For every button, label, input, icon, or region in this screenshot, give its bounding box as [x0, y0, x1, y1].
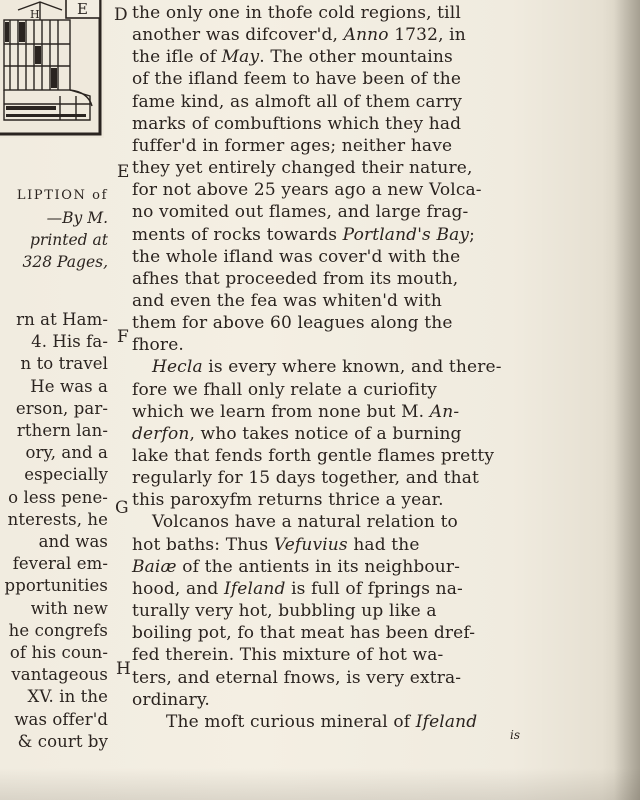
text-run: had the [347, 534, 420, 555]
bleed-through-text [2, 278, 102, 291]
italic-text: derfon [132, 423, 190, 444]
italic-text: An- [429, 401, 460, 422]
text-run: 1732, in [388, 25, 466, 46]
text-run: hood, and [132, 578, 224, 599]
italic-text: Baiæ [132, 556, 177, 577]
italic-text: Anno [343, 25, 389, 46]
text-run: and even the fea was whiten'd with [132, 290, 443, 311]
text-line [132, 3, 461, 23]
text-run: they yet entirely changed their nature, [132, 158, 473, 179]
left-column-line: with new [30, 598, 108, 618]
text-line [132, 623, 475, 643]
text-run: fed therein. This mixture of hot wa- [132, 645, 444, 666]
italic-text: May [221, 47, 260, 68]
left-column-line: ory, and a [25, 443, 108, 463]
left-column-line: & court by [17, 731, 108, 751]
text-run: the ifle of [132, 47, 222, 68]
text-run: this paroxyfm returns thrice a year. [132, 490, 444, 511]
text-line [132, 92, 462, 112]
text-line [132, 335, 184, 355]
left-column-line: nterests, he [7, 509, 108, 529]
italic-text: Ifeland [415, 711, 478, 732]
text-run: . The other mountains [259, 47, 453, 68]
text-run: them for above 60 leagues along the [132, 313, 453, 334]
text-line [132, 402, 459, 422]
text-line [152, 512, 458, 532]
left-heading-line: 328 Pages, [22, 253, 108, 271]
text-run: fhore. [132, 335, 184, 356]
text-run: the whole ifland was cover'd with the [132, 246, 461, 267]
italic-text: Hecla [152, 357, 203, 378]
text-run: fame kind, as almoft all of them carry [132, 91, 463, 112]
text-run: hot baths: Thus [132, 534, 274, 555]
section-marker: F [117, 327, 129, 347]
text-line [132, 269, 458, 289]
text-run: ; [469, 224, 476, 245]
text-run: fore we fhall only relate a curiofity [132, 379, 437, 400]
text-run: ments of rocks towards [132, 224, 343, 245]
italic-text: Portland's Bay [342, 224, 470, 245]
text-line [132, 601, 437, 621]
left-column-line: He was a [30, 376, 108, 396]
svg-text:H: H [30, 8, 40, 21]
left-column-line: vantageous [11, 665, 108, 685]
left-cropped-column [0, 0, 112, 800]
left-column-line: feveral em- [12, 554, 108, 574]
text-run: , who takes notice of a burning [189, 423, 462, 444]
left-column-line: rn at Ham- [16, 310, 108, 329]
left-column-line: XV. in the [27, 687, 108, 707]
text-run: of the antients in its neighbour- [176, 556, 461, 577]
left-column-line: 4. His fa- [31, 332, 108, 352]
text-run: another was difcover'd, [132, 25, 344, 46]
italic-text: Vefuvius [273, 534, 348, 555]
text-run: marks of combuftions which they had [132, 113, 462, 134]
text-line [132, 291, 442, 311]
text-run: is every where known, and there- [202, 357, 502, 378]
text-line [132, 114, 461, 134]
text-line [132, 380, 437, 400]
text-run: for not above 25 years ago a new Volca- [132, 180, 482, 201]
text-line [152, 357, 502, 377]
text-line [132, 158, 473, 178]
text-line [132, 202, 468, 222]
text-run: regularly for 15 days together, and that [132, 468, 480, 489]
section-marker: H [116, 659, 131, 679]
text-run: turally very hot, bubbling up like a [132, 601, 437, 622]
left-column-line: rthern lan- [16, 421, 108, 440]
text-run: lake that fends forth gentle flames pretty [132, 446, 495, 466]
text-run: is full of fprings na- [285, 578, 463, 599]
text-line [132, 468, 479, 488]
text-line [132, 225, 475, 245]
left-heading-line: printed at [30, 231, 108, 249]
left-column-line: and was [38, 532, 108, 551]
text-run: fuffer'd in former ages; neither have [132, 135, 453, 156]
text-run: of the ifland feem to have been of the [132, 69, 462, 90]
text-line [132, 313, 453, 333]
left-column-line: was offer'd [14, 709, 108, 729]
text-line [132, 557, 460, 577]
text-line [132, 446, 494, 466]
text-line [132, 25, 466, 45]
section-marker: E [117, 162, 130, 182]
left-column-line: he congrefs [8, 620, 108, 640]
left-column-line: of his coun- [9, 643, 108, 662]
section-marker: G [115, 498, 129, 518]
text-line [132, 47, 453, 67]
text-line [132, 690, 210, 710]
text-run: Volcanos have a natural relation to [152, 512, 458, 533]
left-column-line: pportunities [4, 576, 108, 596]
text-run: no vomited out flames, and large frag- [132, 202, 469, 223]
text-line [132, 424, 462, 444]
left-column-line: erson, par- [15, 398, 108, 418]
text-run: which we learn from none but M. [132, 401, 430, 422]
header-letter: E [77, 0, 88, 18]
left-column-line: o less pene- [8, 487, 108, 507]
bottom-shadow [0, 768, 640, 800]
text-line [132, 180, 482, 200]
text-line [166, 712, 477, 732]
catchword: is [510, 728, 520, 742]
left-column-line: especially [24, 465, 108, 485]
text-line [132, 247, 460, 267]
text-line [132, 645, 443, 665]
left-heading-line: LIPTION of [16, 188, 108, 203]
text-run: ordinary. [132, 689, 210, 710]
text-run: ters, and eternal fnows, is very extra- [132, 667, 462, 688]
text-run: the only one in thofe cold regions, till [132, 3, 461, 23]
text-run: afhes that proceeded from its mouth, [132, 268, 459, 289]
text-line [132, 136, 452, 156]
italic-text: Ifeland [223, 578, 286, 599]
text-run: The moft curious mineral of [166, 711, 416, 732]
text-line [132, 69, 461, 89]
text-line [132, 579, 463, 599]
left-column-line: n to travel [20, 354, 108, 374]
text-line [132, 490, 444, 510]
left-heading-line: —By M. [46, 209, 108, 227]
text-line [132, 668, 461, 688]
page-edge-shadow [614, 0, 640, 800]
section-marker: D [114, 5, 128, 25]
text-line [132, 535, 420, 555]
text-run: boiling pot, fo that meat has been dref- [132, 623, 476, 644]
